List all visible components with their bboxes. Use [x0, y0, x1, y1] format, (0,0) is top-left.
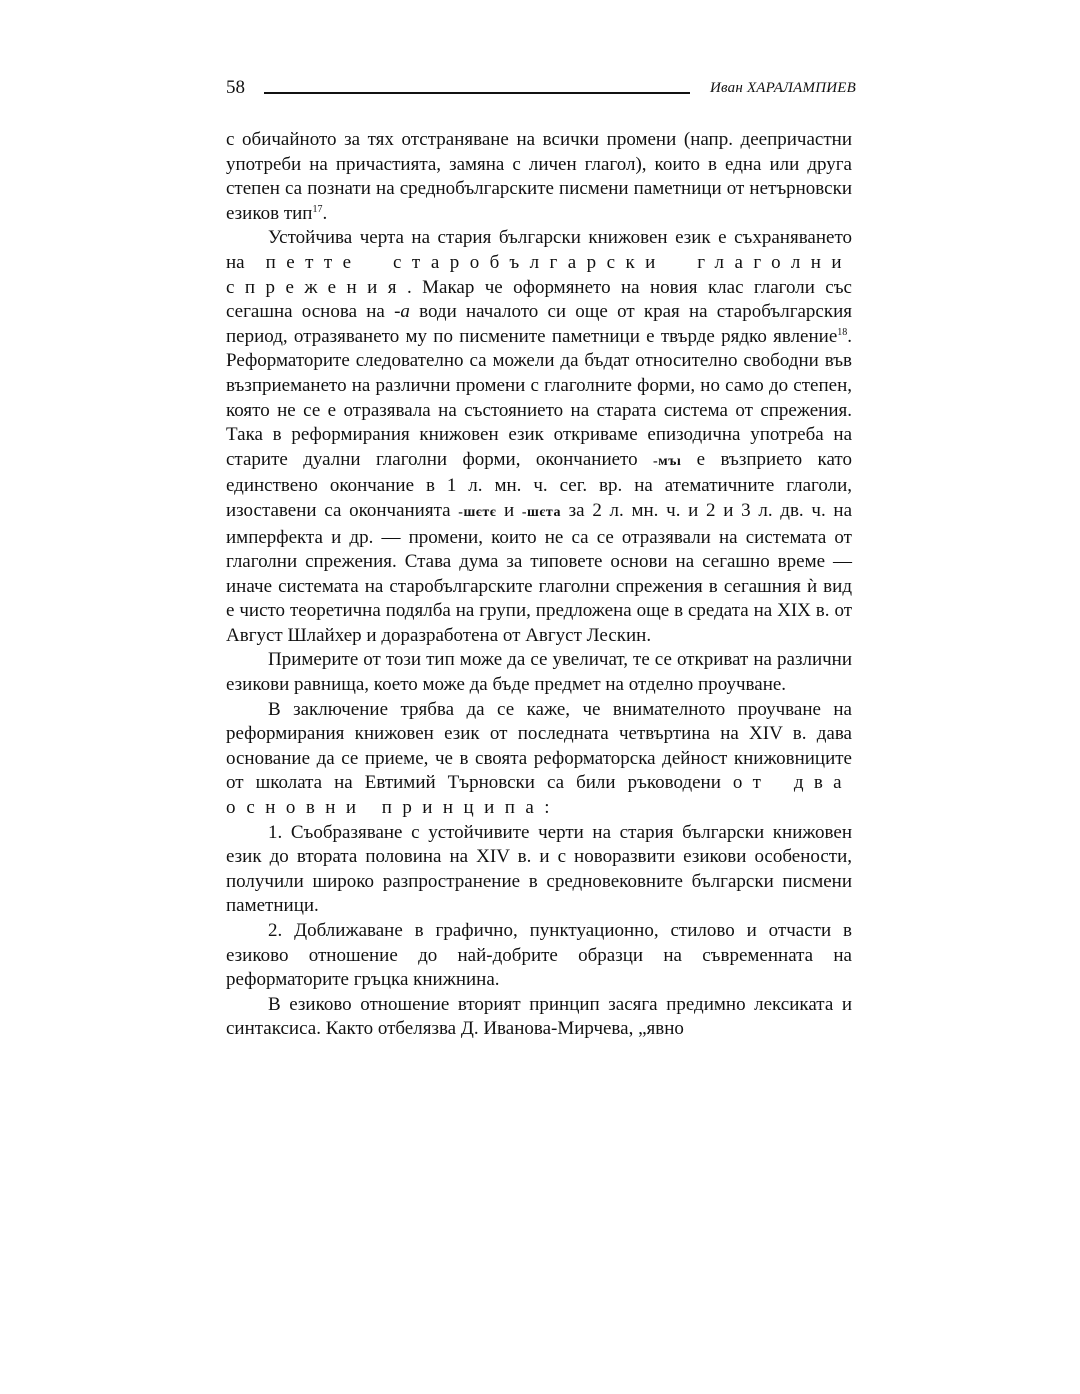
body-text — [226, 128, 852, 1042]
page-number: 58 — [226, 77, 245, 98]
footnote-ref-18[interactable]: 18 — [837, 326, 848, 338]
old-bulgarian-ending: -шєта — [521, 504, 561, 520]
paragraph-2: Устойчива черта на стария български книжовен език е съхраняването на петте старобългарски глаголни спрежения. Макар че оформянето на новия клас глаголи със сегашна основа на -а води началото си още от края на старобългарския период, отразяването му по писмените паметници е твърде рядко явление$^{18}$. Реформаторите следователно са можели да бъдат относително свободни във възприемането на различни промени с глаголните форми, но само до степен, която не се е отразявала на състоянието на старата система от спрежения. Така в реформирания книжовен език откриваме епизодична употреба на старите дуални глаголни форми, окончанието -мъı е възприето като единствено окончание в 1 л. мн. ч. сег. вр. на атематичните глаголи, изоставени са окончанията -шєтє и -шєта за 2 л. мн. ч. и 2 и 3 л. дв. ч. на имперфекта и др. — промени, които не са се отразявали на системата от глаголни спрежения. Става дума за типовете основи на сегашно време — иначе системата на старобългарските глаголни спрежения в сегашния ѝ вид е чисто теоретична подялба на групи, предложена още в средата на XIX в. от Август Шлайхер и доразработена от Август Лескин. — [226, 227, 853, 646]
paragraph-7: В езиково отношение вторият принцип засяга предимно лексиката и синтаксиса. Както отбелязва Д. Иванова-Мирчева, „явно — [226, 993, 852, 1040]
list-item-2: 2. Доближаване в графично, пунктуационно, стилово и отчасти в езиково отношение до най-добрите образци на съвременната на реформаторите гръцка книжнина. — [226, 920, 852, 991]
old-bulgarian-ending: -мъı — [653, 453, 682, 469]
footnote-ref-17[interactable]: 17 — [312, 203, 323, 215]
list-item-1: 1. Съобразяване с устойчивите черти на стария български книжовен език до втората половина на XIV в. и с новоразвити езикови особености, получили широко разпространение в средновековните български писмени паметници. — [226, 821, 852, 917]
paragraph-3: Примерите от този тип може да се увеличат, те се откриват на различни езикови равнища, което може да бъде предмет на отделно проучване. — [226, 649, 852, 696]
running-header — [226, 76, 856, 100]
running-head-author: Иван ХАРАЛАМПИЕВ — [710, 80, 856, 96]
paragraph-4: В заключение трябва да се каже, че внимателното проучване на реформирания книжовен език от последната четвъртина на XIV в. дава основание да се приеме, че в своята реформаторска дейност книжовниците от школата на Евтимий Търновски са били ръководени от два основни принципа: — [226, 698, 852, 819]
old-bulgarian-ending: -шєтє — [458, 504, 497, 520]
italic-suffix: -а — [394, 301, 410, 323]
emphasis-spaced: от два основни принципа — [226, 772, 852, 819]
paragraph-1: с обичайното за тях отстраняване на всички промени (напр. деепричастни употреби на причастията, замяна с личен глагол), които в една или друга степен са познати на среднобългарските писмени паметници от нетърновски езиков тип$^{17}$. — [226, 129, 852, 224]
header-rule — [264, 92, 690, 94]
emphasis-spaced: петте старобългарски глаголни спрежения — [226, 251, 852, 298]
